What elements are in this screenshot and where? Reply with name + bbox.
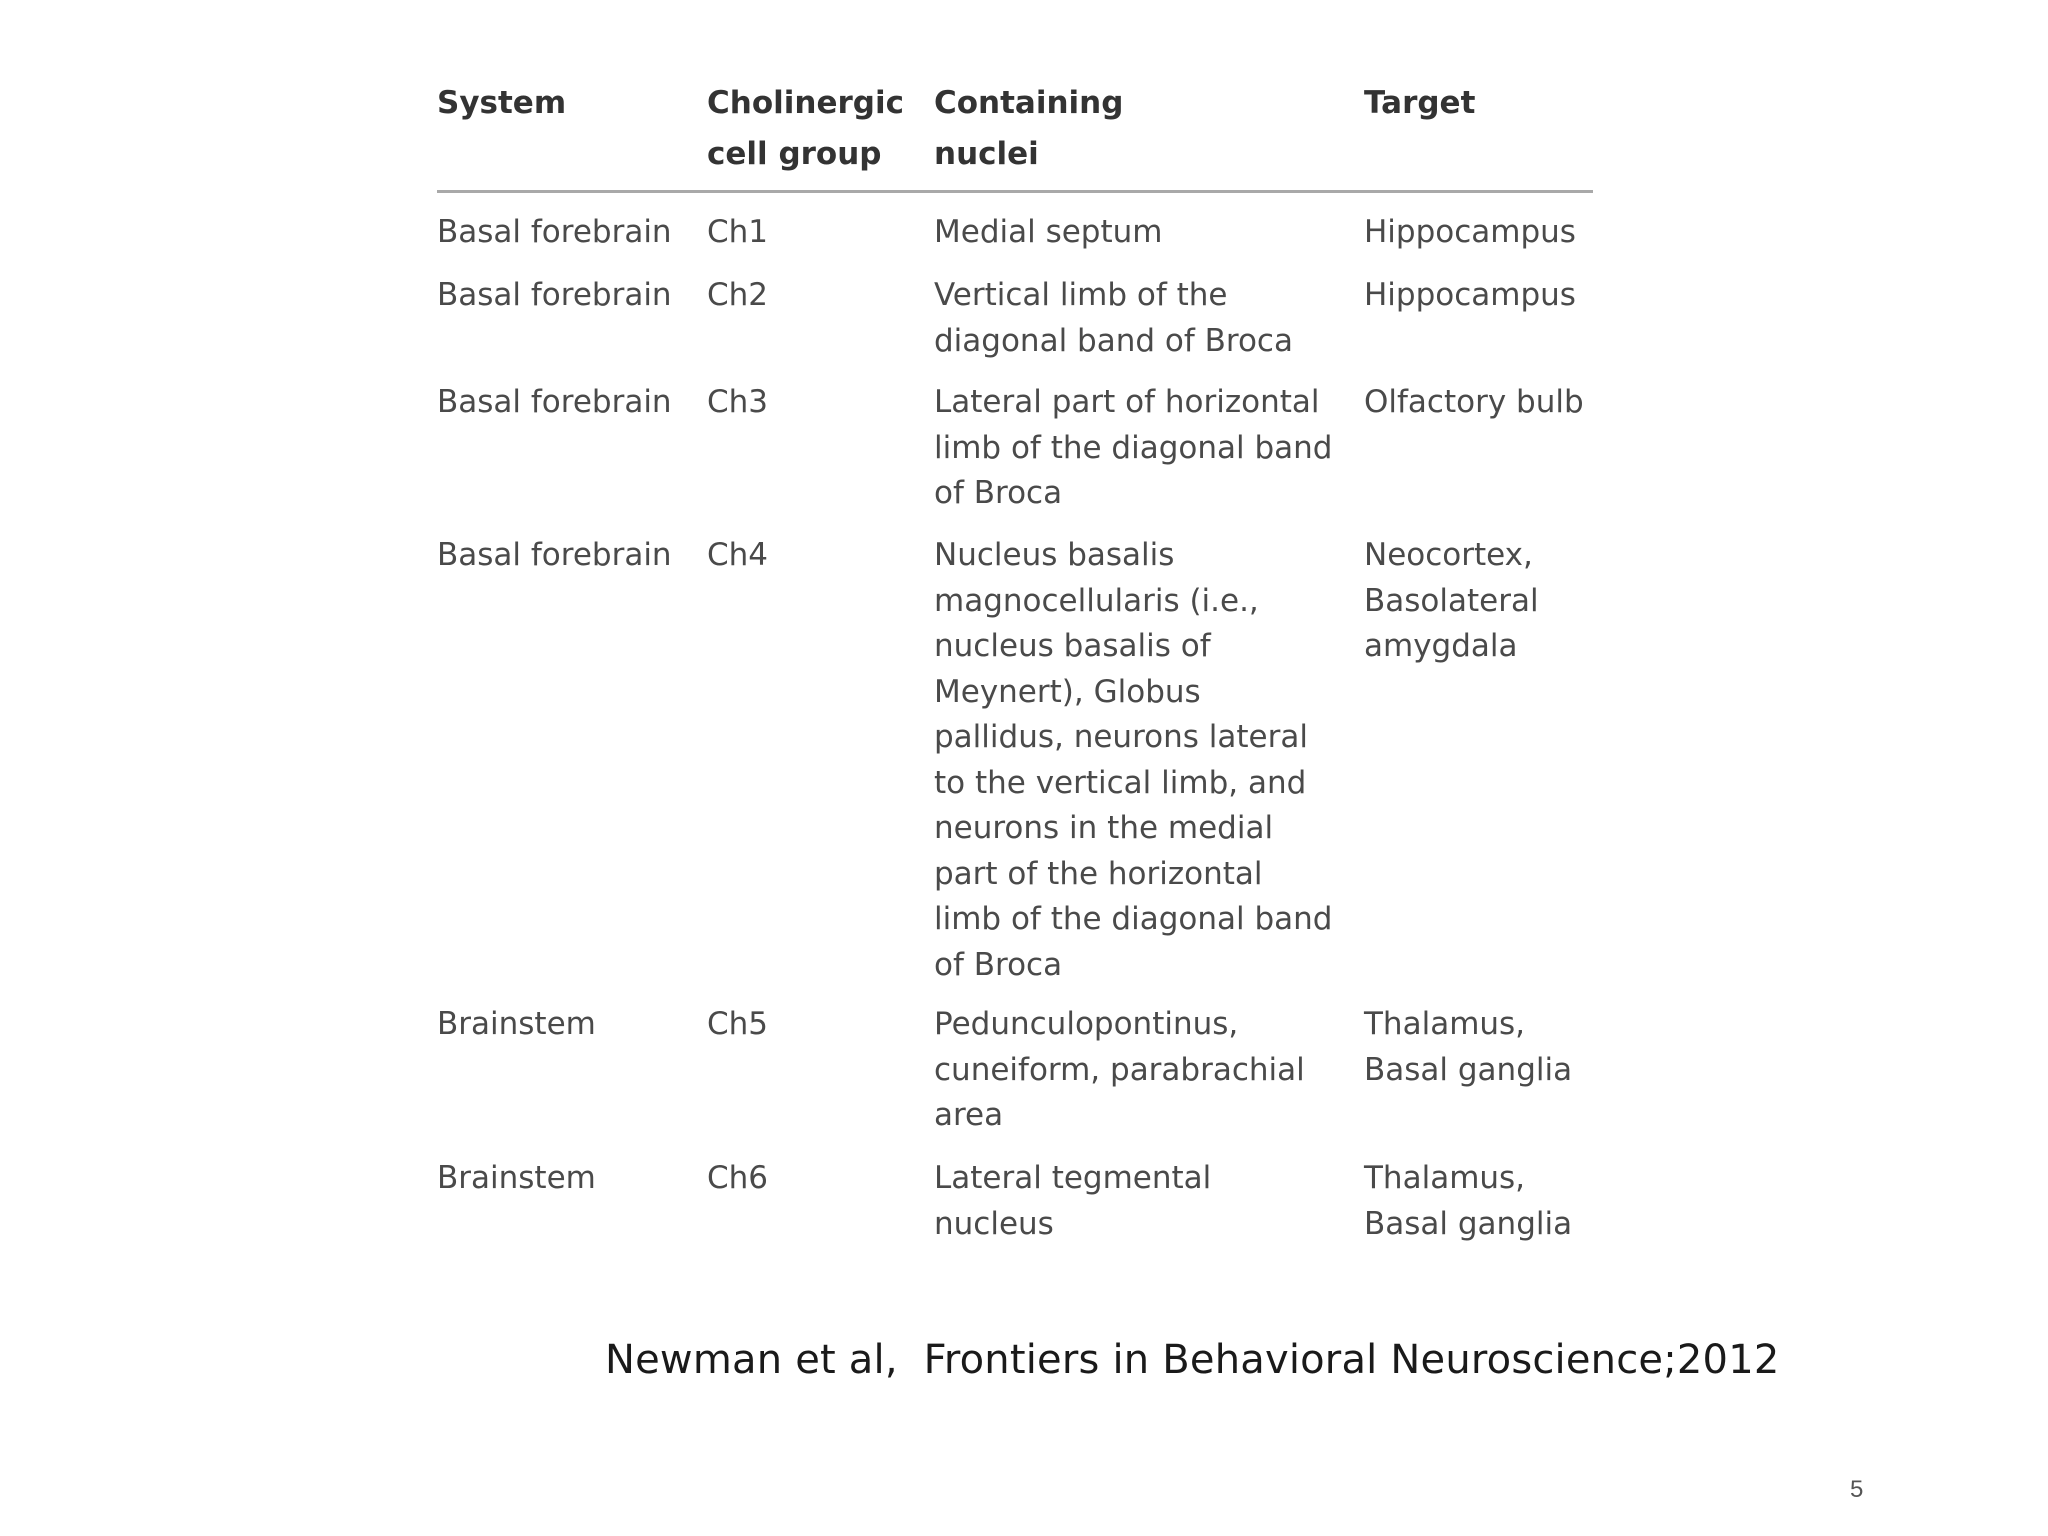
cell-system: Basal forebrain (437, 277, 672, 313)
cell-target: Thalamus, Basal ganglia (1364, 1160, 1573, 1242)
cell-system: Brainstem (437, 1160, 596, 1196)
cholinergic-table (437, 70, 1593, 1242)
cell-nuclei: Lateral tegmental nucleus (934, 1160, 1212, 1242)
cell-cell-group: Ch3 (707, 384, 769, 420)
cell-system: Basal forebrain (437, 384, 672, 420)
cell-system: Brainstem (437, 1006, 596, 1042)
table-header-row (437, 70, 1593, 193)
cell-cell-group: Ch5 (707, 1006, 769, 1042)
cell-target: Hippocampus (1364, 214, 1576, 250)
cell-nuclei: Lateral part of horizontal limb of the diagonal band of Broca (934, 384, 1333, 511)
citation: Newman et al, Frontiers in Behavioral Neuroscience;2012 (605, 1337, 1780, 1383)
cell-target: Hippocampus (1364, 277, 1576, 313)
cell-cell-group: Ch4 (707, 537, 769, 573)
page-number: 5 (1850, 1476, 1864, 1503)
header-target: Target (1364, 85, 1476, 121)
cell-cell-group: Ch2 (707, 277, 769, 313)
cell-cell-group: Ch6 (707, 1160, 769, 1196)
cell-nuclei: Vertical limb of the diagonal band of Broca (934, 277, 1293, 359)
cell-system: Basal forebrain (437, 537, 672, 573)
cell-nuclei: Medial septum (934, 214, 1163, 250)
cell-target: Olfactory bulb (1364, 384, 1584, 420)
header-system: System (437, 85, 567, 121)
header-cell-group: Cholinergic cell group (707, 85, 904, 172)
cell-target: Neocortex, Basolateral amygdala (1364, 537, 1539, 664)
cell-target: Thalamus, Basal ganglia (1364, 1006, 1573, 1088)
cell-nuclei: Nucleus basalis magnocellularis (i.e., nucleus basalis of Meynert), Globus pallidus, neurons lateral to the vertical limb, and neurons in the medial part of the horizontal limb of the diagonal band of Broca (934, 537, 1333, 983)
cell-system: Basal forebrain (437, 214, 672, 250)
cell-cell-group: Ch1 (707, 214, 769, 250)
header-containing-nuclei: Containing nuclei (934, 85, 1124, 172)
cell-nuclei: Pedunculopontinus, cuneiform, parabrachial area (934, 1006, 1305, 1133)
